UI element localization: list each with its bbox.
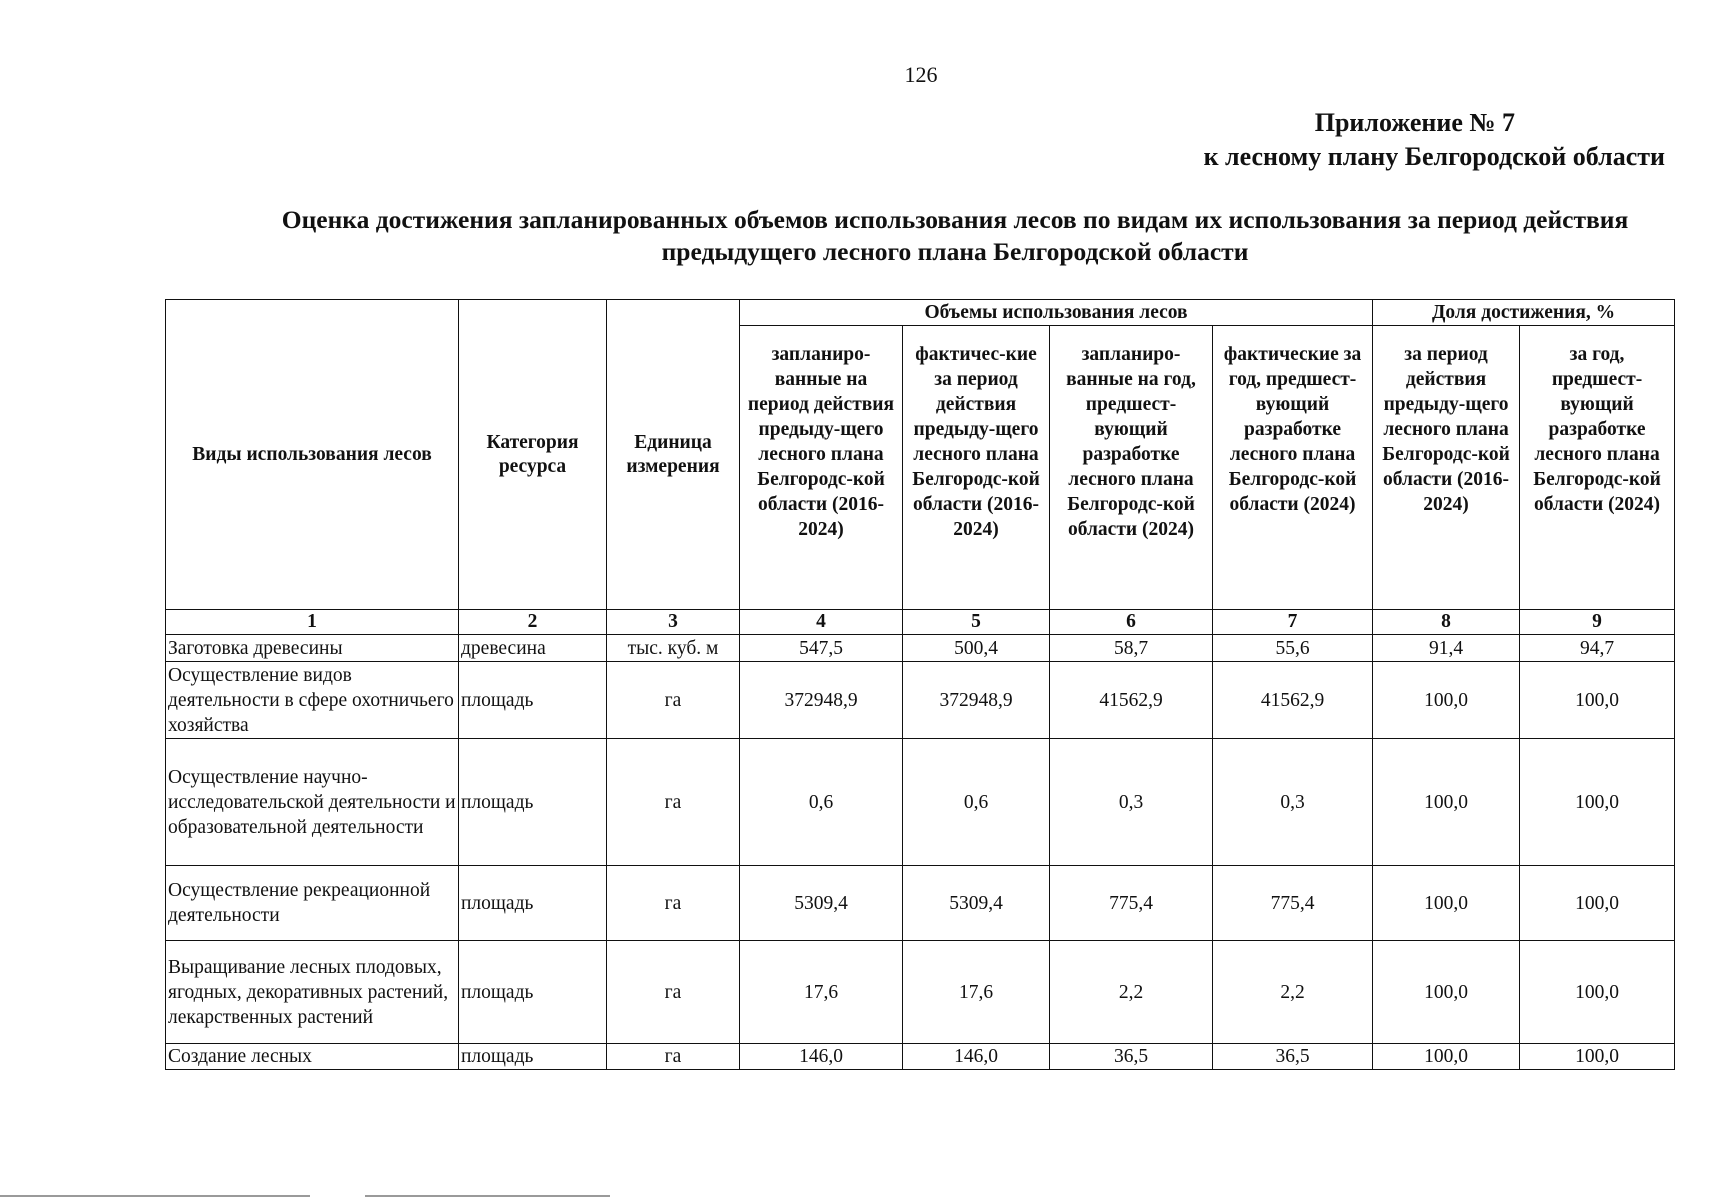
cell-share-year: 100,0: [1520, 662, 1675, 739]
table-row: [166, 941, 1675, 1044]
cell-category: площадь: [459, 739, 607, 866]
cell-unit: га: [607, 739, 740, 866]
cell-kind-of-use: Создание лесных: [166, 1044, 459, 1070]
column-number: 1: [166, 610, 459, 635]
cell-planned-year: 0,3: [1050, 739, 1213, 866]
cell-share-period: 100,0: [1373, 739, 1520, 866]
cell-share-year: 100,0: [1520, 1044, 1675, 1070]
column-number: 4: [740, 610, 903, 635]
header-kind-of-use: Виды использования лесов: [166, 300, 459, 610]
cell-actual-period: 0,6: [903, 739, 1050, 866]
cell-planned-period: 146,0: [740, 1044, 903, 1070]
cell-planned-year: 58,7: [1050, 635, 1213, 662]
cell-planned-period: 0,6: [740, 739, 903, 866]
cell-category: площадь: [459, 941, 607, 1044]
cell-share-year: 94,7: [1520, 635, 1675, 662]
cell-category: площадь: [459, 1044, 607, 1070]
header-row-numbers: [166, 610, 1675, 635]
cell-actual-period: 146,0: [903, 1044, 1050, 1070]
cell-category: древесина: [459, 635, 607, 662]
cell-actual-year: 0,3: [1213, 739, 1373, 866]
cell-share-period: 100,0: [1373, 866, 1520, 941]
cell-actual-year: 41562,9: [1213, 662, 1373, 739]
cell-kind-of-use: Заготовка древесины: [166, 635, 459, 662]
cell-category: площадь: [459, 662, 607, 739]
cell-kind-of-use: Осуществление рекреационной деятельности: [166, 866, 459, 941]
table-row: [166, 739, 1675, 866]
cell-planned-year: 36,5: [1050, 1044, 1213, 1070]
cell-actual-period: 5309,4: [903, 866, 1050, 941]
cell-unit: га: [607, 866, 740, 941]
cell-category: площадь: [459, 866, 607, 941]
cell-planned-period: 17,6: [740, 941, 903, 1044]
cell-actual-year: 775,4: [1213, 866, 1373, 941]
forest-use-table: [165, 299, 1675, 1070]
cell-planned-year: 41562,9: [1050, 662, 1213, 739]
cell-kind-of-use: Осуществление научно-исследовательской деятельности и образовательной деятельности: [166, 739, 459, 866]
column-number: 2: [459, 610, 607, 635]
cell-share-period: 91,4: [1373, 635, 1520, 662]
cell-planned-period: 5309,4: [740, 866, 903, 941]
cell-unit: тыс. куб. м: [607, 635, 740, 662]
column-number: 7: [1213, 610, 1373, 635]
cell-unit: га: [607, 941, 740, 1044]
scan-edge-line: [0, 1195, 310, 1197]
table-row: [166, 1044, 1675, 1070]
header-group-share: Доля достижения, %: [1373, 300, 1675, 326]
column-number: 5: [903, 610, 1050, 635]
cell-planned-year: 775,4: [1050, 866, 1213, 941]
table-row: [166, 866, 1675, 941]
cell-actual-year: 2,2: [1213, 941, 1373, 1044]
cell-share-year: 100,0: [1520, 941, 1675, 1044]
table-row: [166, 635, 1675, 662]
column-number: 3: [607, 610, 740, 635]
cell-actual-year: 36,5: [1213, 1044, 1373, 1070]
cell-share-period: 100,0: [1373, 941, 1520, 1044]
header-planned-year: запланиро-ванные на год, предшест-вующий разработке лесного плана Белгородс-кой области (2024): [1050, 326, 1213, 610]
cell-share-year: 100,0: [1520, 739, 1675, 866]
cell-actual-period: 17,6: [903, 941, 1050, 1044]
scan-edge-line: [365, 1195, 610, 1197]
column-number: 6: [1050, 610, 1213, 635]
cell-kind-of-use: Выращивание лесных плодовых, ягодных, декоративных растений, лекарственных растений: [166, 941, 459, 1044]
cell-unit: га: [607, 662, 740, 739]
cell-actual-period: 372948,9: [903, 662, 1050, 739]
cell-planned-year: 2,2: [1050, 941, 1213, 1044]
header-actual-period: фактичес-кие за период действия предыду-щего лесного плана Белгородс-кой области (2016-2024): [903, 326, 1050, 610]
cell-unit: га: [607, 1044, 740, 1070]
header-planned-period: запланиро-ванные на период действия предыду-щего лесного плана Белгородс-кой области (2016-2024): [740, 326, 903, 610]
document-title: Оценка достижения запланированных объемов использования лесов по видам их использования за период действия предыдущего лесного плана Белгородской области: [281, 205, 1629, 266]
header-group-volumes: Объемы использования лесов: [740, 300, 1373, 326]
cell-planned-period: 547,5: [740, 635, 903, 662]
cell-actual-period: 500,4: [903, 635, 1050, 662]
header-row-groups: [166, 300, 1675, 326]
table-row: [166, 662, 1675, 739]
cell-kind-of-use: Осуществление видов деятельности в сфере охотничьего хозяйства: [166, 662, 459, 739]
header-actual-year: фактические за год, предшест-вующий разработке лесного плана Белгородс-кой области (2024): [1213, 326, 1373, 610]
page-number: 126: [904, 62, 938, 87]
column-number: 9: [1520, 610, 1675, 635]
appendix-header: [1204, 106, 1665, 174]
header-unit: Единица измерения: [607, 300, 740, 610]
header-share-year: за год, предшест-вующий разработке лесного плана Белгородс-кой области (2024): [1520, 326, 1675, 610]
appendix-number: Приложение № 7: [1314, 108, 1515, 137]
header-resource-category: Категория ресурса: [459, 300, 607, 610]
cell-share-year: 100,0: [1520, 866, 1675, 941]
cell-planned-period: 372948,9: [740, 662, 903, 739]
cell-share-period: 100,0: [1373, 1044, 1520, 1070]
cell-actual-year: 55,6: [1213, 635, 1373, 662]
appendix-subtitle: к лесному плану Белгородской области: [1203, 142, 1665, 171]
cell-share-period: 100,0: [1373, 662, 1520, 739]
header-share-period: за период действия предыду-щего лесного плана Белгородс-кой области (2016-2024): [1373, 326, 1520, 610]
column-number: 8: [1373, 610, 1520, 635]
